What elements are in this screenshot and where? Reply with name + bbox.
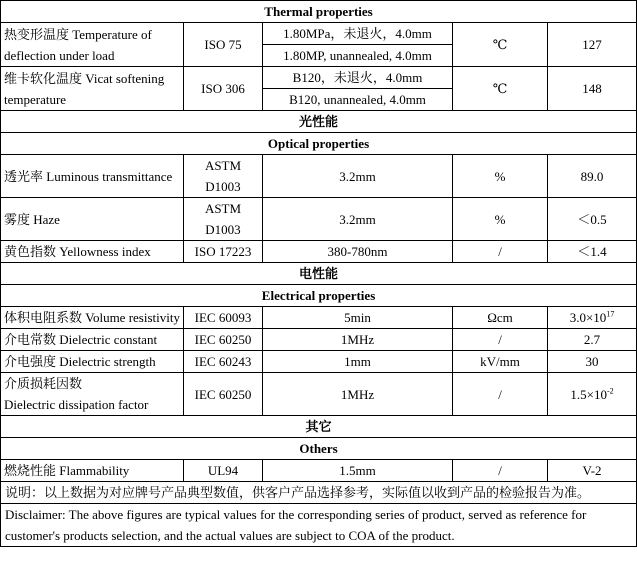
condition-cell: 1mm: [263, 351, 453, 373]
table-row: [1, 155, 637, 198]
property-cell: 介电常数 Dielectric constant: [1, 329, 184, 351]
method-cell: ISO 75: [184, 23, 263, 67]
note-cn: 说明：以上数据为对应牌号产品典型数值，供客户产品选择参考，实际值以收到产品的检验报告为准。: [1, 482, 637, 504]
method-cell: ASTM D1003: [184, 155, 263, 198]
value-cell: 30: [548, 351, 637, 373]
condition-cell: 5min: [263, 307, 453, 329]
value-cell: ＜1.4: [548, 241, 637, 263]
property-hdt: 热变形温度 Temperature of deflection under load: [1, 23, 184, 67]
value-cell: [548, 373, 637, 416]
value-cell: ＜0.5: [548, 198, 637, 241]
method-cell: IEC 60093: [184, 307, 263, 329]
property-cell: 雾度 Haze: [1, 198, 184, 241]
unit-cell: /: [453, 329, 548, 351]
value-cell: 148: [548, 67, 637, 111]
section-header-others: Others: [1, 438, 637, 460]
property-cell: 透光率 Luminous transmittance: [1, 155, 184, 198]
condition-cell: B120, unannealed, 4.0mm: [263, 89, 453, 111]
table-row: [1, 460, 637, 482]
section-header-others-cn: 其它: [1, 416, 637, 438]
optical-header-row: [1, 133, 637, 155]
value-base: 1.5×10: [570, 386, 607, 402]
condition-cell: 3.2mm: [263, 198, 453, 241]
condition-cell: 1MHz: [263, 373, 453, 416]
value-exponent: 17: [606, 309, 615, 319]
value-cell: V-2: [548, 460, 637, 482]
section-header-thermal: Thermal properties: [1, 1, 637, 23]
method-cell: IEC 60243: [184, 351, 263, 373]
disclaimer-row: [1, 504, 637, 547]
unit-cell: /: [453, 241, 548, 263]
condition-cell: B120，未退火，4.0mm: [263, 67, 453, 89]
unit-cell: kV/mm: [453, 351, 548, 373]
value-base: 3.0×10: [569, 310, 607, 325]
section-header-electrical: Electrical properties: [1, 285, 637, 307]
condition-cell: 1.5mm: [263, 460, 453, 482]
condition-cell: 1MHz: [263, 329, 453, 351]
method-cell: UL94: [184, 460, 263, 482]
disclaimer: Disclaimer: The above figures are typical values for the corresponding series of product, served as reference for customer's products selection, and the actual values are subject to COA of the product.: [1, 504, 637, 547]
method-cell: ISO 17223: [184, 241, 263, 263]
property-cell: 体积电阻系数 Volume resistivity: [1, 307, 184, 329]
value-exponent: -2: [606, 386, 614, 396]
unit-cell: ℃: [453, 23, 548, 67]
table-row: [1, 67, 637, 89]
value-cell: 127: [548, 23, 637, 67]
value-cell: 2.7: [548, 329, 637, 351]
property-cell: [1, 373, 184, 416]
note-cn-row: [1, 482, 637, 504]
property-cell: 黄色指数 Yellowness index: [1, 241, 184, 263]
table-row: [1, 198, 637, 241]
others-header-row: [1, 438, 637, 460]
unit-cell: /: [453, 373, 548, 416]
electrical-header-cn-row: [1, 263, 637, 285]
method-cell: ISO 306: [184, 67, 263, 111]
condition-cell: 1.80MPa，未退火，4.0mm: [263, 23, 453, 45]
condition-cell: 380-780nm: [263, 241, 453, 263]
value-cell: [548, 307, 637, 329]
table-row: [1, 351, 637, 373]
condition-cell: 1.80MP, unannealed, 4.0mm: [263, 45, 453, 67]
others-header-cn-row: [1, 416, 637, 438]
unit-cell: %: [453, 198, 548, 241]
value-cell: 89.0: [548, 155, 637, 198]
method-cell: ASTM D1003: [184, 198, 263, 241]
unit-cell: %: [453, 155, 548, 198]
table-row: [1, 373, 637, 416]
property-cell: 燃烧性能 Flammability: [1, 460, 184, 482]
section-header-optical-cn: 光性能: [1, 111, 637, 133]
section-header-electrical-cn: 电性能: [1, 263, 637, 285]
optical-header-cn-row: [1, 111, 637, 133]
method-cell: IEC 60250: [184, 329, 263, 351]
method-cell: IEC 60250: [184, 373, 263, 416]
property-en: Dielectric dissipation factor: [4, 397, 149, 412]
property-cell: 介电强度 Dielectric strength: [1, 351, 184, 373]
section-header-optical: Optical properties: [1, 133, 637, 155]
table-row: [1, 241, 637, 263]
unit-cell: /: [453, 460, 548, 482]
table-row: [1, 307, 637, 329]
thermal-header-row: [1, 1, 637, 23]
unit-cell: Ωcm: [453, 307, 548, 329]
property-vicat: 维卡软化温度 Vicat softening temperature: [1, 67, 184, 111]
table-row: [1, 23, 637, 45]
unit-cell: ℃: [453, 67, 548, 111]
property-cn: 介质损耗因数: [4, 376, 83, 391]
electrical-header-row: [1, 285, 637, 307]
condition-cell: 3.2mm: [263, 155, 453, 198]
table-row: [1, 329, 637, 351]
